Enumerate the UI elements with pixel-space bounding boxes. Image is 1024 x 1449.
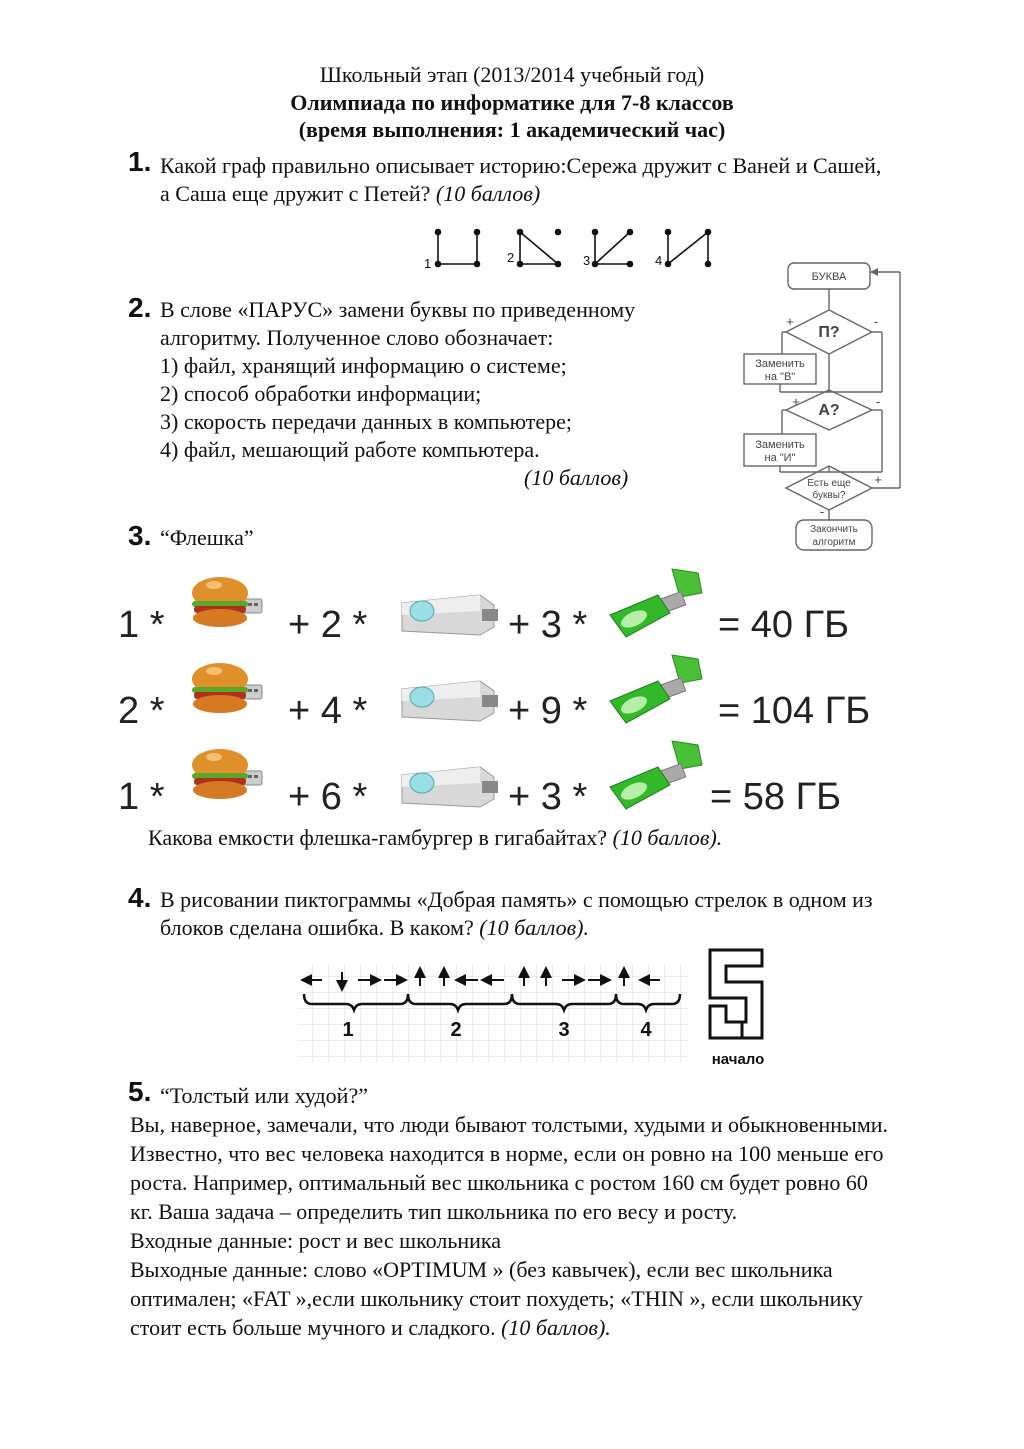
silver-flash-icon [398, 667, 500, 729]
eq-row1-b: + 2 * [288, 604, 368, 646]
flow-plus-2: + [792, 394, 800, 409]
graph-4 [666, 230, 711, 267]
eq-row3-a: 1 * [118, 776, 165, 818]
block-label-4: 4 [640, 1019, 652, 1041]
graph-label-3: 3 [583, 253, 591, 268]
q4-text-line2 [160, 914, 589, 942]
q5-line: Известно, что вес человека находится в норме, если он ровно на 100 меньше его [130, 1141, 884, 1166]
eq-row2-a: 2 * [118, 690, 165, 732]
q5-line: роста. Например, оптимальный вес школьника с ростом 160 см будет ровно 60 [130, 1170, 868, 1195]
q2-flowchart [738, 258, 910, 554]
eq-row1-result: = 40 ГБ [718, 604, 850, 646]
flow-end-l2: алгоритм [812, 537, 856, 548]
header-line1: Школьный этап (2013/2014 учебный год) [319, 62, 705, 87]
q5-line: кг. Ваша задача – определить тип школьника по его весу и росту. [130, 1199, 738, 1224]
q1-question: а Саша еще дружит с Петей? [160, 181, 431, 206]
green-flash-icon [606, 651, 710, 731]
flow-action1-l2: на "В" [764, 371, 796, 383]
flow-cond1: П? [818, 324, 840, 341]
q2-option-2: 2) способ обработки информации; [160, 381, 482, 406]
eq-row3-result: = 58 ГБ [710, 776, 842, 818]
q5-last-text: стоит есть больше мучного и сладкого. [130, 1315, 496, 1340]
target-figure [710, 950, 762, 1038]
q4-text-line1: В рисовании пиктограммы «Добрая память» с помощью стрелок в одном из [160, 887, 873, 912]
graph-label-4: 4 [655, 253, 663, 268]
flow-action1-l1: Заменить [755, 358, 805, 370]
eq-row1-a: 1 * [118, 604, 165, 646]
q3-points: (10 баллов). [612, 825, 723, 850]
q3-question-line [148, 824, 722, 852]
q5-last-line [130, 1313, 888, 1342]
q5-points: (10 баллов). [501, 1315, 611, 1340]
q2-number: 2. [128, 292, 152, 323]
q2-option-1: 1) файл, хранящий информацию о системе; [160, 353, 567, 378]
silver-flash-icon [398, 753, 500, 815]
start-label: начало [711, 1051, 765, 1068]
q5-number: 5. [128, 1076, 152, 1107]
q1-text-line1: Какой граф правильно описывает историю:Сережа дружит с Ваней и Сашей, [160, 153, 882, 178]
flow-cond3-l1: Есть еще [807, 478, 851, 489]
q4-pictogram [296, 944, 776, 1070]
graph-label-1: 1 [424, 256, 432, 271]
q3-title: “Флешка” [160, 525, 254, 550]
q5-line: оптимален; «FAT »,если школьнику стоит похудеть; «THIN », если школьнику [130, 1286, 863, 1311]
q1-number: 1. [128, 146, 152, 177]
eq-row2-result: = 104 ГБ [718, 690, 871, 732]
q4-points: (10 баллов). [479, 915, 589, 940]
graph-label-2: 2 [507, 250, 515, 265]
flow-end-l1: Закончить [810, 524, 858, 535]
flow-action2-l2: на "И" [764, 452, 796, 464]
graph-3 [593, 230, 633, 267]
q5-title: “Толстый или худой?” [160, 1083, 368, 1108]
graph-2 [518, 230, 561, 267]
flow-action2-l1: Заменить [755, 439, 805, 451]
burger-flash-icon [188, 661, 268, 721]
q3-number: 3. [128, 520, 152, 551]
flow-minus-1: - [873, 314, 879, 329]
q2-options [160, 352, 572, 464]
q2-text-line1: В слове «ПАРУС» замени буквы по приведенному [160, 297, 636, 322]
block-label-2: 2 [450, 1019, 462, 1041]
header-time: (время выполнения: 1 академический час) [298, 117, 726, 142]
eq-row2-b: + 4 * [288, 690, 368, 732]
q2-option-3: 3) скорость передачи данных в компьютере; [160, 409, 573, 434]
eq-row1-c: + 3 * [508, 604, 588, 646]
graph-1 [436, 230, 480, 267]
q1-text-line2 [160, 180, 540, 208]
flow-plus-3: + [874, 472, 882, 487]
eq-row3-c: + 3 * [508, 776, 588, 818]
eq-row3-b: + 6 * [288, 776, 368, 818]
burger-flash-icon [188, 575, 268, 635]
q1-graphs [420, 222, 720, 274]
flow-minus-2: - [875, 394, 881, 409]
green-flash-icon [606, 737, 710, 817]
silver-flash-icon [398, 581, 500, 643]
q3-question: Какова емкости флешка-гамбургер в гигабайтах? [148, 825, 608, 850]
q5-line: Выходные данные: слово «OPTIMUM » (без кавычек), если вес школьника [130, 1257, 833, 1282]
q2-points: (10 баллов) [524, 465, 629, 490]
q2-option-4: 4) файл, мешающий работе компьютера. [160, 437, 540, 462]
q3-equations [0, 565, 1024, 818]
q5-line: Вы, наверное, замечали, что люди бывают толстыми, худыми и обыкновенными. [130, 1112, 889, 1137]
q2-text-line2: алгоритму. Полученное слово обозначает: [160, 325, 554, 350]
eq-row2-c: + 9 * [508, 690, 588, 732]
green-flash-icon [606, 565, 710, 645]
burger-flash-icon [188, 747, 268, 807]
flow-cond3-l2: буквы? [812, 490, 846, 501]
flow-start-label: БУКВА [811, 271, 847, 283]
header-title: Олимпиада по информатике для 7-8 классов [290, 90, 734, 115]
block-label-3: 3 [558, 1019, 570, 1041]
q1-points: (10 баллов) [435, 181, 541, 206]
q4-question: блоков сделана ошибка. В каком? [160, 915, 474, 940]
flow-cond2: А? [818, 402, 840, 419]
flow-minus-3: - [819, 504, 825, 519]
flow-plus-1: + [786, 314, 794, 329]
q5-body [130, 1110, 888, 1342]
q5-line: Входные данные: рост и вес школьника [130, 1228, 502, 1253]
block-label-1: 1 [342, 1019, 354, 1041]
q4-number: 4. [128, 882, 152, 913]
